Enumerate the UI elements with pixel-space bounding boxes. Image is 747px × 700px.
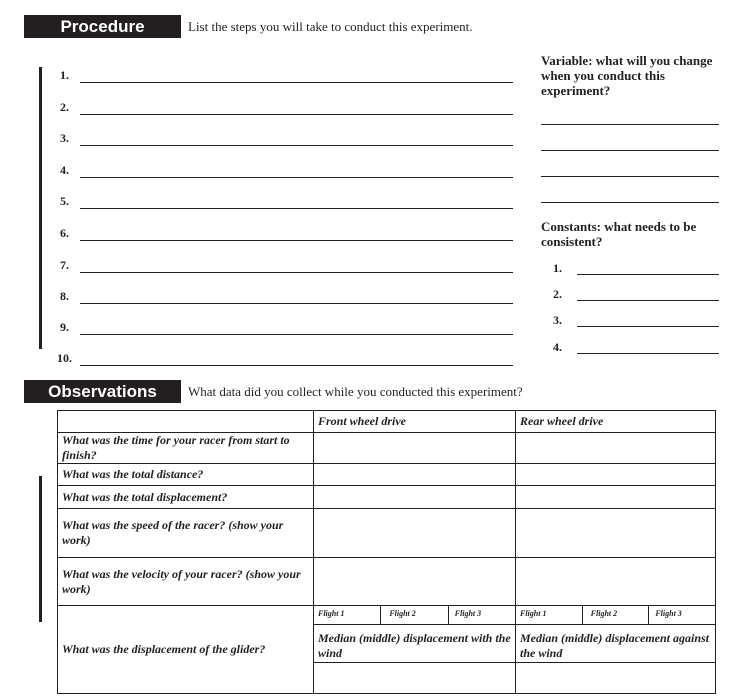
step-answer-line[interactable] xyxy=(80,365,513,366)
flight-label: Flight 3 xyxy=(655,609,682,618)
cell-displacement-front[interactable] xyxy=(314,486,516,509)
step-answer-line[interactable] xyxy=(80,334,513,335)
constant-answer-line[interactable] xyxy=(577,353,719,354)
step-answer-line[interactable] xyxy=(80,177,513,178)
step-number: 7. xyxy=(60,258,69,272)
step-answer-line[interactable] xyxy=(80,208,513,209)
step-answer-line[interactable] xyxy=(80,114,513,115)
constant-number: 2. xyxy=(553,287,562,301)
flight-label: Flight 2 xyxy=(389,609,416,618)
constants-heading: Constants: what needs to be consistent? xyxy=(541,219,697,249)
cell-glider-rear xyxy=(516,606,716,694)
flight-label: Flight 1 xyxy=(318,609,345,618)
step-number: 10. xyxy=(57,351,72,365)
step-answer-line[interactable] xyxy=(80,272,513,273)
step-answer-line[interactable] xyxy=(80,303,513,304)
variable-line-1[interactable] xyxy=(541,124,719,125)
cell-distance-rear[interactable] xyxy=(516,464,716,486)
flight-row-rear xyxy=(516,606,715,625)
flight-cell-front-1[interactable] xyxy=(314,606,381,624)
row-label-speed: What was the speed of the racer? (show your work) xyxy=(58,509,314,558)
flight-label: Flight 3 xyxy=(454,609,482,618)
procedure-prompt: List the steps you will take to conduct this experiment. xyxy=(188,19,473,34)
constant-answer-line[interactable] xyxy=(577,300,719,301)
step-number: 9. xyxy=(60,320,69,334)
constant-number: 4. xyxy=(553,340,562,354)
cell-velocity-front[interactable] xyxy=(314,558,516,606)
step-answer-line[interactable] xyxy=(80,240,513,241)
flight-cell-front-2[interactable] xyxy=(381,606,448,624)
step-number: 8. xyxy=(60,289,69,303)
observations-table xyxy=(57,410,716,694)
median-with-answer[interactable] xyxy=(314,663,515,693)
step-number: 2. xyxy=(60,100,69,114)
variable-line-3[interactable] xyxy=(541,176,719,177)
step-number: 3. xyxy=(60,131,69,145)
step-number: 4. xyxy=(60,163,69,177)
flight-cell-rear-3[interactable] xyxy=(649,606,715,624)
row-label-distance: What was the total distance? xyxy=(58,464,314,486)
row-label-displacement: What was the total displacement? xyxy=(58,486,314,509)
step-number: 1. xyxy=(60,68,69,82)
observations-side-bar xyxy=(39,476,42,622)
procedure-badge-label: Procedure xyxy=(60,16,145,36)
row-label-velocity: What was the velocity of your racer? (show your work) xyxy=(58,558,314,606)
row-label-time: What was the time for your racer from start to finish? xyxy=(58,433,314,464)
cell-speed-rear[interactable] xyxy=(516,509,716,558)
median-against-label: Median (middle) displacement against the wind xyxy=(516,625,715,663)
median-with-label: Median (middle) displacement with the wind xyxy=(314,625,515,663)
constant-answer-line[interactable] xyxy=(577,326,719,327)
observations-badge xyxy=(24,380,181,403)
procedure-badge xyxy=(24,15,181,38)
row-label-glider: What was the displacement of the glider? xyxy=(58,606,314,694)
observations-badge-label: Observations xyxy=(48,381,157,401)
variable-line-4[interactable] xyxy=(541,202,719,203)
step-answer-line[interactable] xyxy=(80,82,513,83)
flight-label: Flight 1 xyxy=(520,609,547,618)
observations-prompt: What data did you collect while you conducted this experiment? xyxy=(188,384,523,399)
table-corner-cell xyxy=(58,411,314,433)
cell-velocity-rear[interactable] xyxy=(516,558,716,606)
flight-label: Flight 2 xyxy=(590,609,618,618)
variable-line-2[interactable] xyxy=(541,150,719,151)
flight-cell-front-3[interactable] xyxy=(449,606,515,624)
flight-cell-rear-1[interactable] xyxy=(516,606,583,624)
flight-cell-rear-2[interactable] xyxy=(583,606,650,624)
cell-time-rear[interactable] xyxy=(516,433,716,464)
cell-glider-front xyxy=(314,606,516,694)
flight-row-front xyxy=(314,606,515,625)
constant-number: 3. xyxy=(553,313,562,327)
constant-answer-line[interactable] xyxy=(577,274,719,275)
step-answer-line[interactable] xyxy=(80,145,513,146)
step-number: 6. xyxy=(60,226,69,240)
column-header-front: Front wheel drive xyxy=(314,411,516,433)
median-against-answer[interactable] xyxy=(516,663,715,693)
procedure-side-bar xyxy=(39,67,42,349)
cell-distance-front[interactable] xyxy=(314,464,516,486)
constant-number: 1. xyxy=(553,261,562,275)
column-header-rear: Rear wheel drive xyxy=(516,411,716,433)
variable-heading: Variable: what will you change when you conduct this experiment? xyxy=(541,53,713,98)
cell-displacement-rear[interactable] xyxy=(516,486,716,509)
cell-time-front[interactable] xyxy=(314,433,516,464)
step-number: 5. xyxy=(60,194,69,208)
cell-speed-front[interactable] xyxy=(314,509,516,558)
